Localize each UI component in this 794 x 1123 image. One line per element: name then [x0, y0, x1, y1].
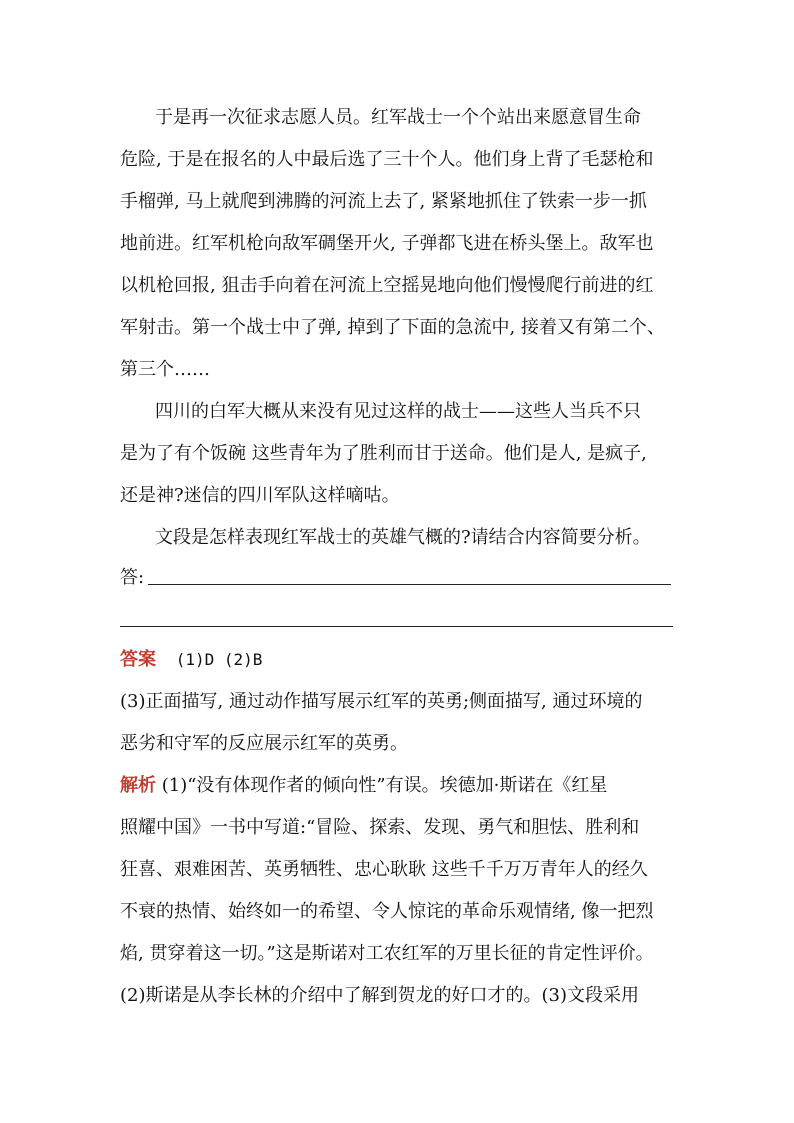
passage-line: 四川的白军大概从来没有见过这样的战士——这些人当兵不只 [155, 401, 641, 422]
passage-line: 危险, 于是在报名的人中最后选了三十个人。他们身上背了毛瑟枪和 [120, 149, 654, 170]
question-text: 文段是怎样表现红军战士的英雄气概的?请结合内容简要分析。 [155, 527, 651, 548]
answer-blank-line [148, 584, 671, 585]
passage-line: 手榴弹, 马上就爬到沸腾的河流上去了, 紧紧地抓住了铁索一步一抓 [120, 191, 647, 212]
answer-row [120, 648, 262, 672]
answer-line: (3)正面描写, 通过动作描写展示红军的英勇;侧面描写, 通过环境的 [120, 691, 643, 712]
passage-line: 军射击。第一个战士中了弹, 掉到了下面的急流中, 接着又有第二个、 [120, 317, 665, 338]
analysis-first-line: (1)“没有体现作者的倾向性”有误。埃德加·斯诺在《红星 [161, 775, 608, 796]
passage-line: 第三个…… [120, 359, 210, 380]
analysis-label: 解析 [120, 775, 156, 796]
analysis-line: 照耀中国》一书中写道:“冒险、探索、发现、勇气和胆怯、胜利和 [120, 817, 640, 838]
answer-choices: (1)D (2)B [175, 650, 263, 669]
answer-label: 答案 [120, 649, 156, 670]
analysis-line: (2)斯诺是从李长林的介绍中了解到贺龙的好口才的。(3)文段采用 [120, 985, 639, 1006]
passage-line: 于是再一次征求志愿人员。红军战士一个个站出来愿意冒生命 [155, 107, 641, 128]
answer-blank-line [120, 626, 673, 627]
analysis-line: 狂喜、艰难困苦、英勇牺牲、忠心耿耿 这些千千万万青年人的经久 [120, 859, 648, 880]
passage-line: 地前进。红军机枪向敌军碉堡开火, 子弹都飞进在桥头堡上。敌军也 [120, 233, 654, 254]
passage-line: 还是神?迷信的四川军队这样嘀咕。 [120, 485, 400, 506]
analysis-row [120, 774, 607, 798]
analysis-line: 焰, 贯穿着这一切。”这是斯诺对工农红军的万里长征的肯定性评价。 [120, 943, 654, 964]
answer-line: 恶劣和守军的反应展示红军的英勇。 [120, 733, 408, 754]
passage-line: 是为了有个饭碗 这些青年为了胜利而甘于送命。他们是人, 是疯子, [120, 443, 647, 464]
passage-line: 以机枪回报, 狙击手向着在河流上空摇晃地向他们慢慢爬行前进的红 [120, 275, 654, 296]
answer-prefix: 答: [120, 567, 145, 588]
analysis-line: 不衰的热情、始终如一的希望、令人惊诧的革命乐观情绪, 像一把烈 [120, 901, 654, 922]
